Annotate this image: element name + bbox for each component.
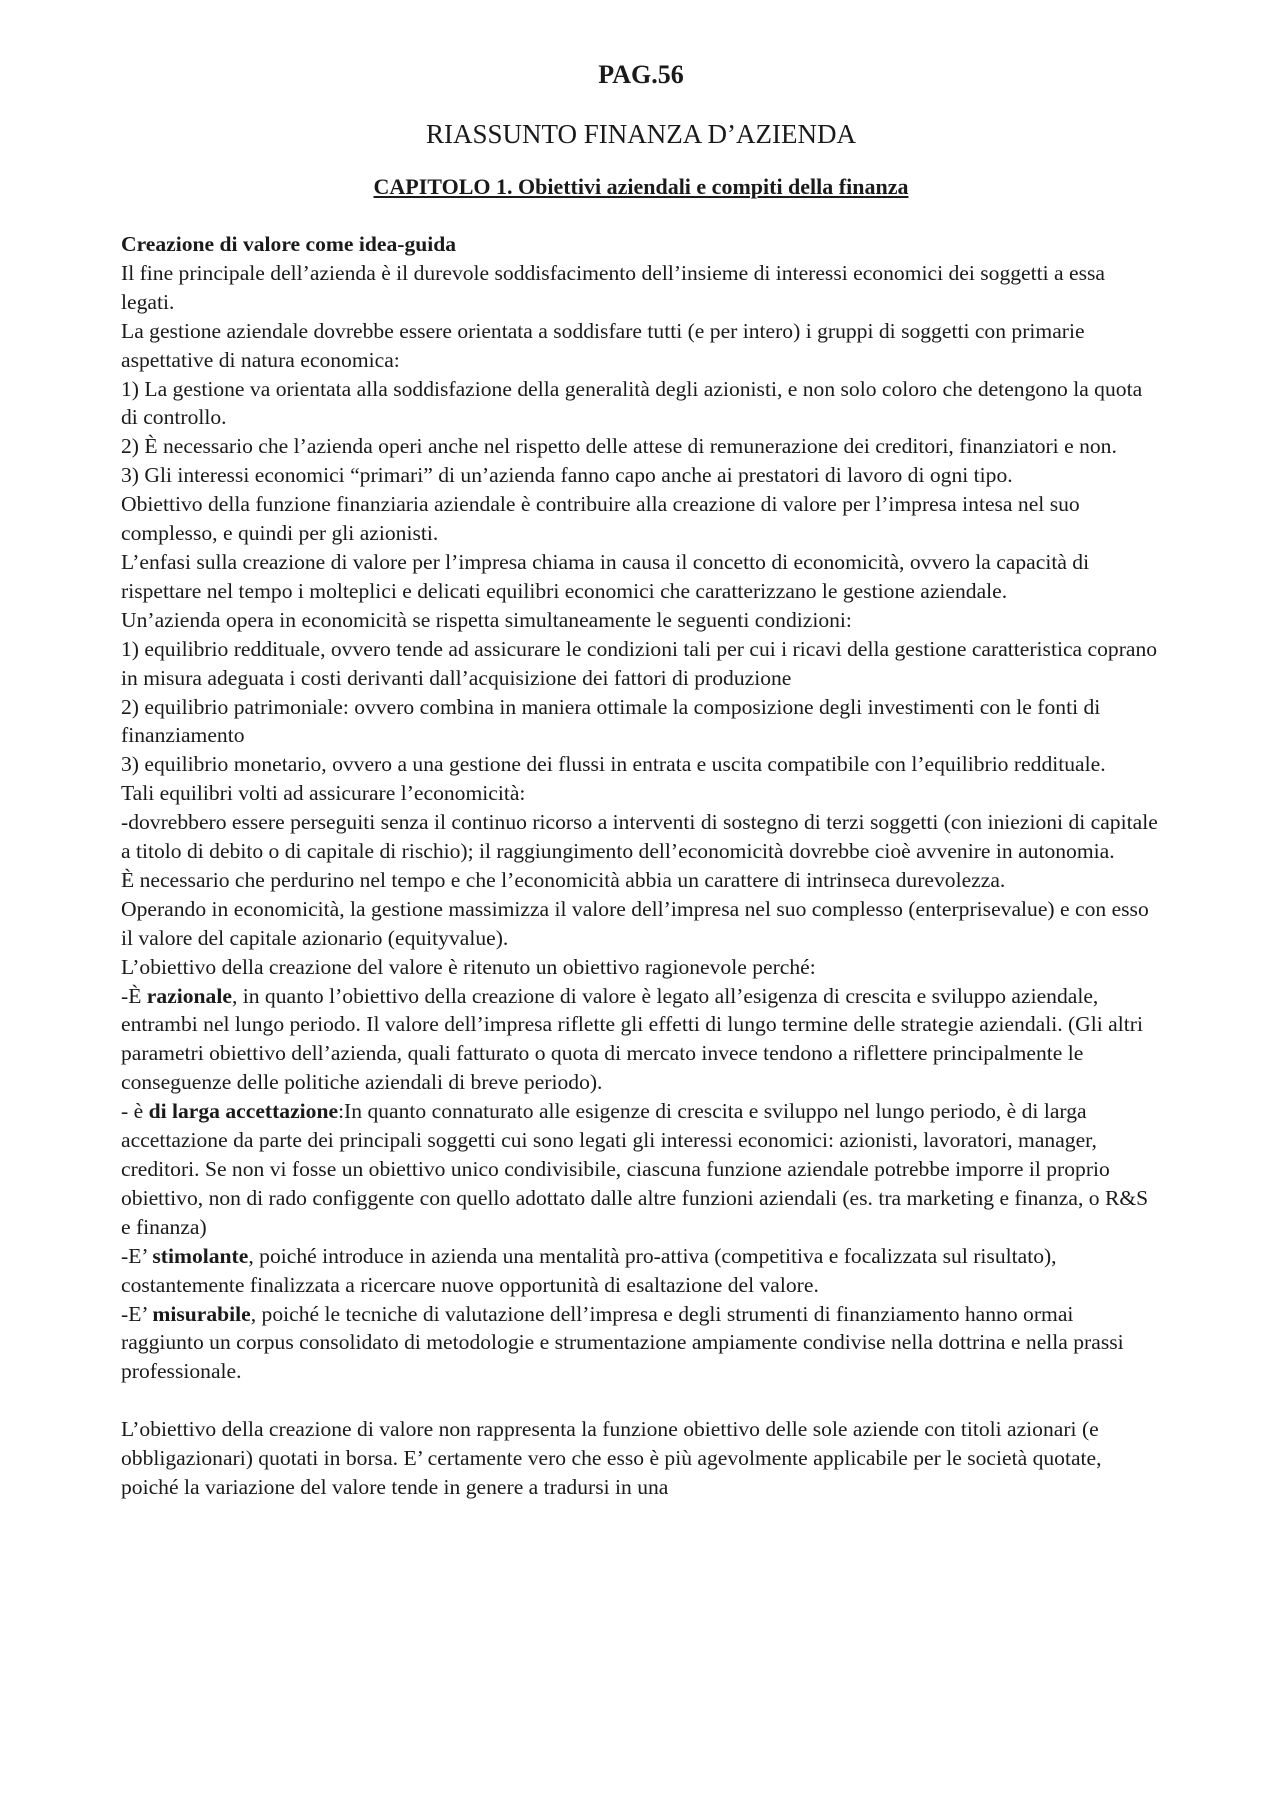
- paragraph-text: , poiché le tecniche di valutazione dell’impresa e degli strumenti di finanziamento hanno ormai raggiunto un corpus consolidato di metodologie e strumentazione ampiamente condivise nella dottrina e nella prassi professionale.: [121, 1301, 1124, 1384]
- page-number: PAG.56: [598, 60, 684, 89]
- paragraph: 1) La gestione va orientata alla soddisfazione della generalità degli azionisti, e non solo coloro che detengono la quota di controllo.: [121, 376, 1143, 430]
- paragraph: Il fine principale dell’azienda è il durevole soddisfacimento dell’insieme di interessi economici dei soggetti a essa legati.: [121, 260, 1105, 314]
- paragraph-prefix: - è: [121, 1099, 149, 1124]
- paragraph: 1) equilibrio reddituale, ovvero tende ad assicurare le condizioni tali per cui i ricavi della gestione caratteristica coprano in misura adeguata i costi derivanti dall’acquisizione dei fattori di produzione: [121, 636, 1158, 690]
- paragraph: 2) È necessario che l’azienda operi anche nel rispetto delle attese di remunerazione dei creditori, finanziatori e non.: [121, 434, 1117, 459]
- paragraph: L’obiettivo della creazione del valore è ritenuto un obiettivo ragionevole perché:: [121, 954, 816, 979]
- blank-line: [121, 1386, 1161, 1415]
- paragraph: [121, 1242, 1161, 1300]
- paragraph: È necessario che perdurino nel tempo e che l’economicità abbia un carattere di intrinseca durevolezza.: [121, 867, 1006, 892]
- paragraph: La gestione aziendale dovrebbe essere orientata a soddisfare tutti (e per intero) i gruppi di soggetti con primarie aspettative di natura economica:: [121, 318, 1085, 372]
- paragraph-prefix: -E’: [121, 1243, 153, 1268]
- paragraph: 2) equilibrio patrimoniale: ovvero combina in maniera ottimale la composizione degli investimenti con le fonti di finanziamento: [121, 694, 1101, 748]
- bold-term: stimolante: [152, 1243, 249, 1268]
- chapter-heading: CAPITOLO 1. Obiettivi aziendali e compiti della finanza: [373, 174, 909, 199]
- document-body: [121, 230, 1161, 1502]
- paragraph: [121, 982, 1161, 1098]
- paragraph: 3) Gli interessi economici “primari” di un’azienda fanno capo anche ai prestatori di lavoro di ogni tipo.: [121, 463, 1013, 488]
- paragraph-text: , in quanto l’obiettivo della creazione di valore è legato all’esigenza di crescita e sviluppo aziendale, entrambi nel lungo periodo. Il valore dell’impresa riflette gli effetti di lungo termine delle strategie aziendali. (Gli altri parametri obiettivo dell’azienda, quali fatturato o quota di mercato invece tendono a riflettere principalmente le conseguenze delle politiche aziendali di breve periodo).: [121, 983, 1143, 1095]
- document-title: RIASSUNTO FINANZA D’AZIENDA: [426, 119, 856, 149]
- section-heading: Creazione di valore come idea-guida: [121, 232, 457, 256]
- paragraph: Tali equilibri volti ad assicurare l’economicità:: [121, 781, 526, 806]
- paragraph-prefix: -E’: [121, 1301, 153, 1326]
- paragraph: L’enfasi sulla creazione di valore per l’impresa chiama in causa il concetto di economicità, ovvero la capacità di rispettare nel tempo i molteplici e delicati equilibri economici che caratterizzano le gestione aziendale.: [121, 549, 1090, 603]
- paragraph: -dovrebbero essere perseguiti senza il continuo ricorso a interventi di sostegno di terzi soggetti (con iniezioni di capitale a titolo di debito o di capitale di rischio); il raggiungimento dell’economicità dovrebbe cioè avvenire in autonomia.: [121, 810, 1158, 864]
- bold-term: di larga accettazione: [148, 1099, 339, 1124]
- bold-term: razionale: [146, 983, 232, 1008]
- paragraph-prefix: -È: [121, 983, 147, 1008]
- paragraph-text: :In quanto connaturato alle esigenze di crescita e sviluppo nel lungo periodo, è di larga accettazione da parte dei principali soggetti cui sono legati gli interessi economici: azionisti, lavoratori, manager, creditori. Se non vi fosse un obiettivo unico condivisibile, ciascuna funzione aziendale potrebbe imporre il proprio obiettivo, non di rado configgente con quello adottato dalle altre funzioni aziendali (es. tra marketing e finanza, o R&S e finanza): [121, 1099, 1149, 1239]
- paragraph: 3) equilibrio monetario, ovvero a una gestione dei flussi in entrata e uscita compatibile con l’equilibrio reddituale.: [121, 752, 1106, 777]
- paragraph: Obiettivo della funzione finanziaria aziendale è contribuire alla creazione di valore per l’impresa intesa nel suo complesso, e quindi per gli azionisti.: [121, 492, 1080, 546]
- paragraph: Un’azienda opera in economicità se rispetta simultaneamente le seguenti condizioni:: [121, 607, 852, 632]
- bold-term: misurabile: [152, 1301, 251, 1326]
- document-page: [121, 58, 1161, 1502]
- paragraph: L’obiettivo della creazione di valore non rappresenta la funzione obiettivo delle sole aziende con titoli azionari (e obbligazionari) quotati in borsa. E’ certamente vero che esso è più agevolmente applicabile per le società quotate, poiché la variazione del valore tende in genere a tradursi in una: [121, 1417, 1102, 1499]
- paragraph: Operando in economicità, la gestione massimizza il valore dell’impresa nel suo complesso (enterprisevalue) e con esso il valore del capitale azionario (equityvalue).: [121, 896, 1149, 950]
- paragraph: [121, 1300, 1161, 1387]
- paragraph: [121, 1097, 1161, 1242]
- paragraph-text: , poiché introduce in azienda una mentalità pro-attiva (competitiva e focalizzata sul risultato), costantemente finalizzata a ricercare nuove opportunità di esaltazione del valore.: [121, 1243, 1057, 1297]
